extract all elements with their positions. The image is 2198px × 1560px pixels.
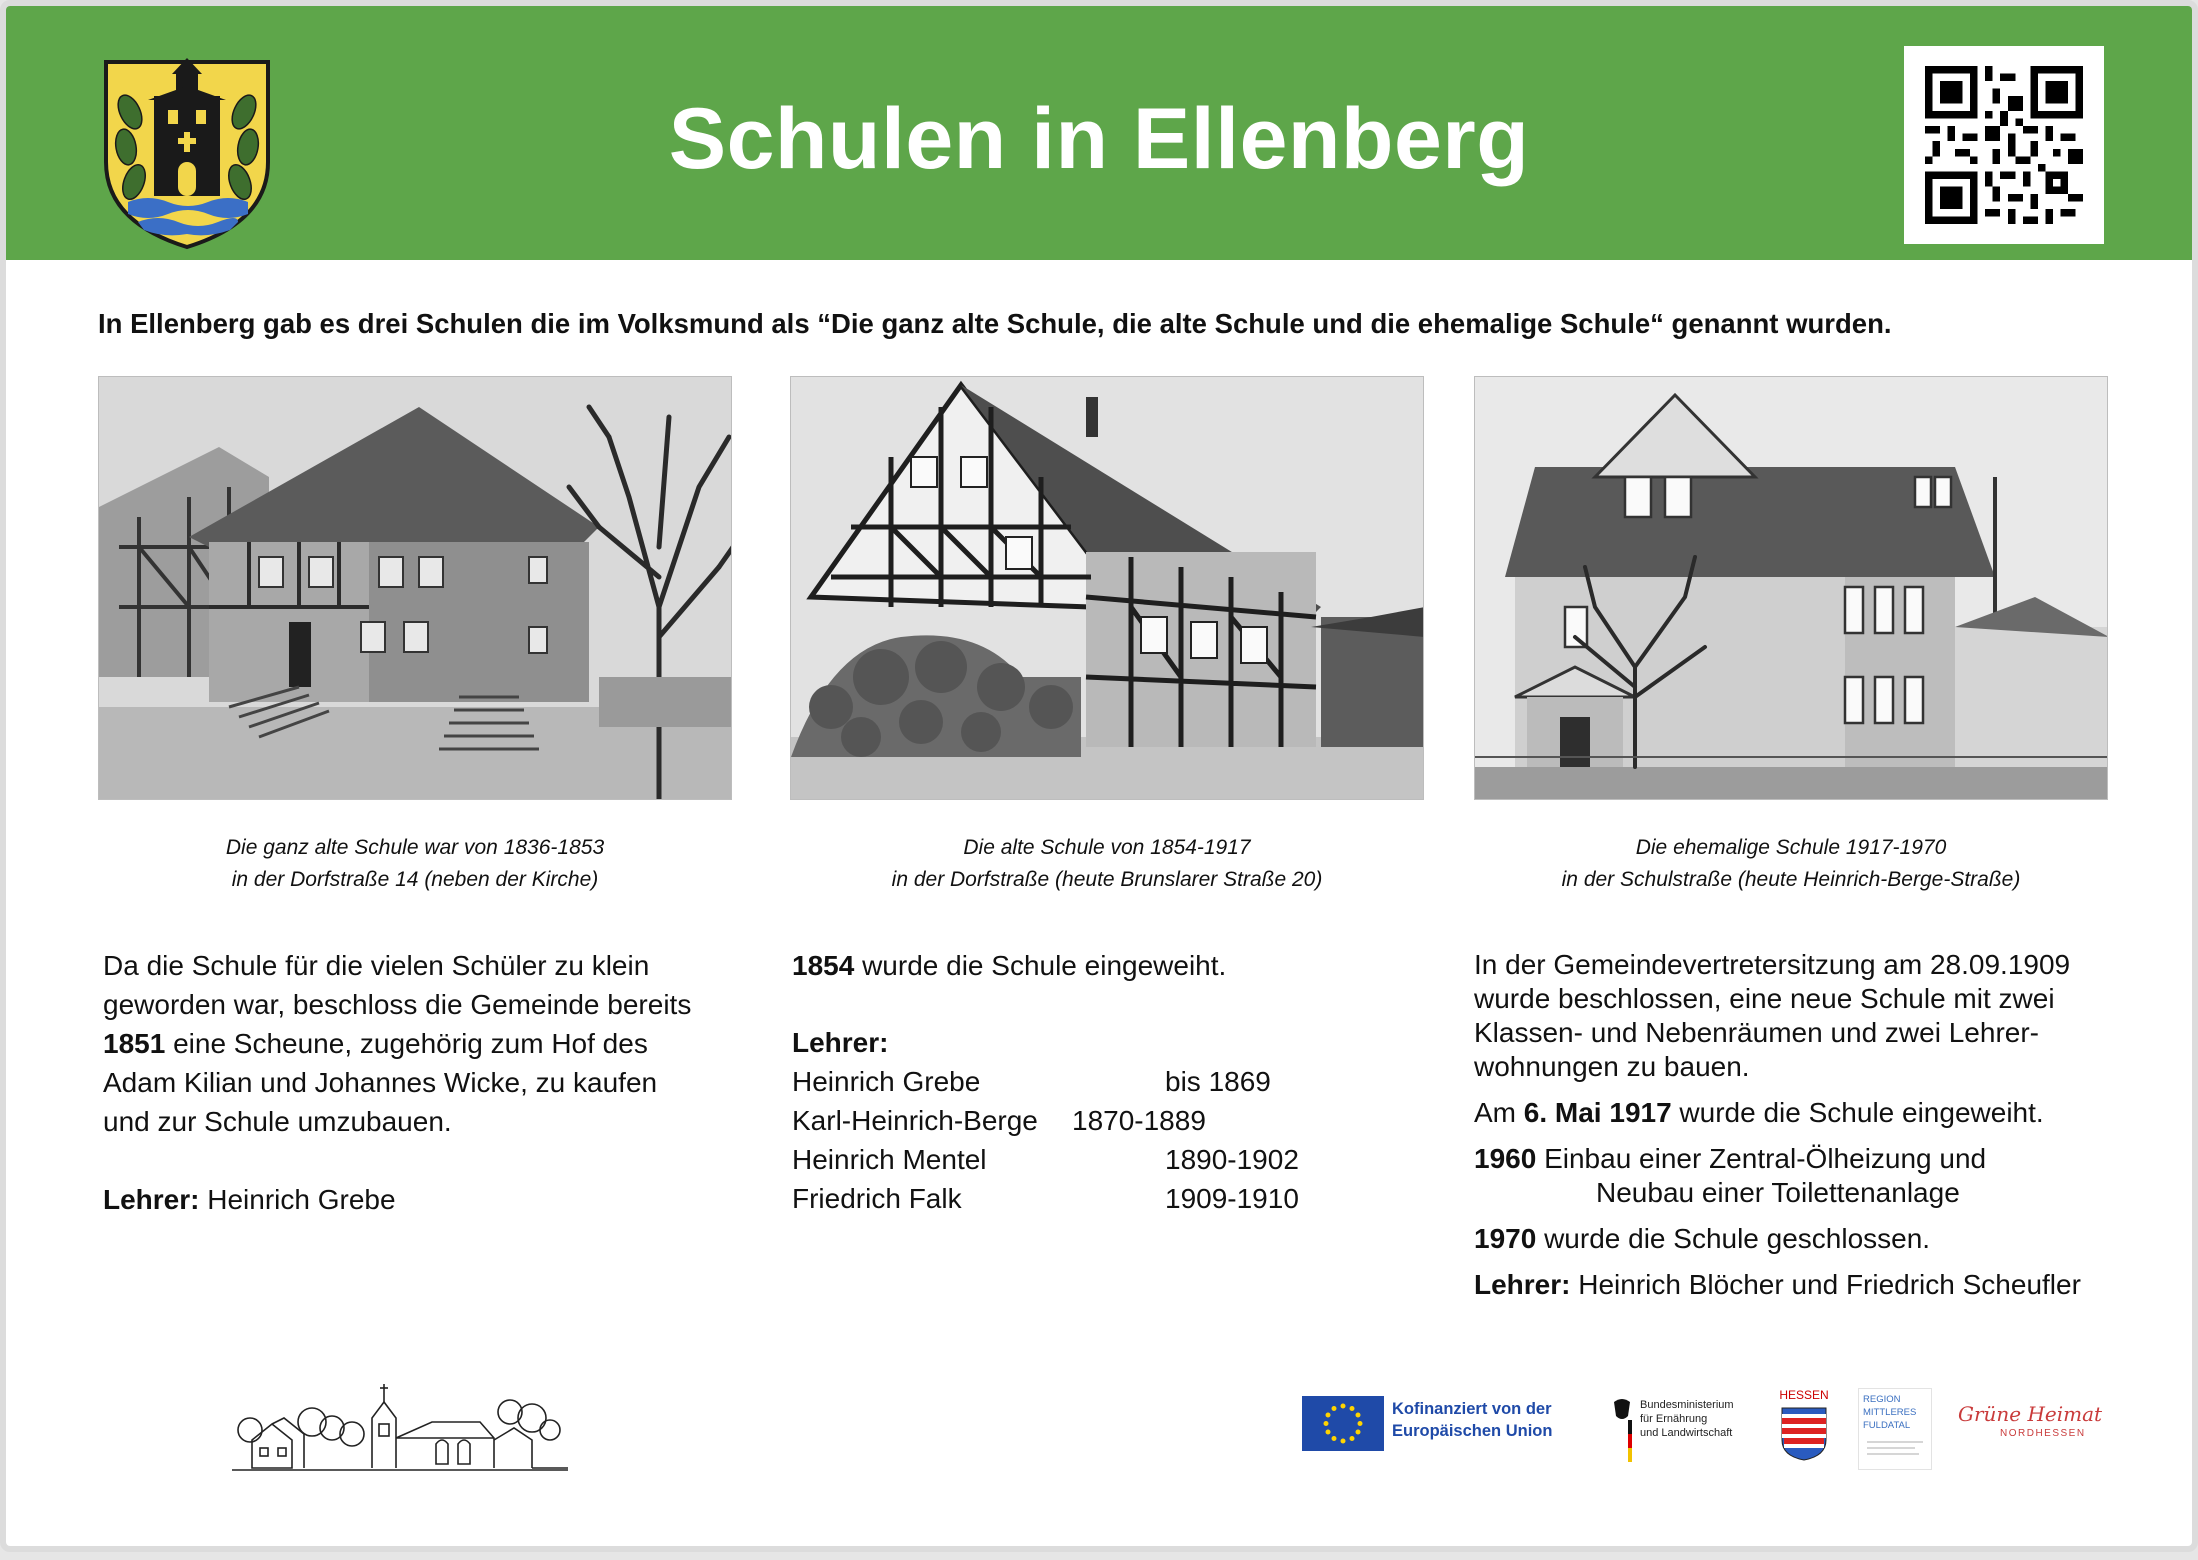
gruene-heimat-logo xyxy=(1958,1402,2103,1452)
caption-photo-3 xyxy=(1474,832,2108,896)
village-sketch-icon xyxy=(232,1378,568,1478)
paragraph-line: geworden war, beschloss die Gemeinde bereits xyxy=(103,989,692,1020)
paragraph-line: wurde beschlossen, eine neue Schule mit zwei xyxy=(1474,983,2055,1014)
eu-text-line: Europäischen Union xyxy=(1392,1422,1553,1440)
paragraph-line: Klassen- und Nebenräumen und zwei Lehrer- xyxy=(1474,1017,2039,1048)
paragraph-text: wurde die Schule geschlossen. xyxy=(1536,1223,1931,1254)
paragraph-line xyxy=(792,946,1299,985)
gruene-heimat-script: Grüne Heimat xyxy=(1958,1402,2103,1426)
hessen-lion-icon xyxy=(1780,1406,1828,1462)
bmel-logo xyxy=(1610,1396,1750,1466)
teacher-years: 1909-1910 xyxy=(1165,1183,1299,1214)
caption-photo-1 xyxy=(98,832,732,896)
paragraph-line: und zur Schule umzubauen. xyxy=(103,1106,452,1137)
teacher-years: 1870-1889 xyxy=(1072,1105,1206,1136)
paragraph-text: Am xyxy=(1474,1097,1524,1128)
eu-flag-icon xyxy=(1302,1396,1384,1451)
teacher-names: Heinrich Blöcher und Friedrich Scheufler xyxy=(1570,1269,2081,1300)
caption-line: in der Schulstraße (heute Heinrich-Berge-Straße) xyxy=(1561,868,2021,891)
paragraph-text: eine Scheune, zugehörig zum Hof des xyxy=(165,1028,648,1059)
qr-code-icon xyxy=(1924,66,2084,224)
photo-former-school-1917 xyxy=(1474,376,2108,800)
text-column-3 xyxy=(1474,948,2081,1302)
text-column-2 xyxy=(792,946,1299,1218)
intro-text: In Ellenberg gab es drei Schulen die im Volksmund als “Die ganz alte Schule, die alte Schule und die ehemalige Schule“ genannt wurden. xyxy=(98,308,1892,339)
paragraph-line: Adam Kilian und Johannes Wicke, zu kaufen xyxy=(103,1067,658,1098)
federal-eagle-icon xyxy=(1610,1396,1634,1466)
paragraph-line xyxy=(1474,1096,2081,1130)
header-banner xyxy=(6,6,2192,260)
region-text-line: MITTLERES xyxy=(1863,1407,1917,1418)
teacher-row xyxy=(792,1140,1299,1179)
hessen-logo xyxy=(1776,1388,1832,1464)
page-title: Schulen in Ellenberg xyxy=(668,91,1530,187)
paragraph-line xyxy=(1474,1222,2081,1256)
paragraph-text: wurde die Schule eingeweiht. xyxy=(854,950,1227,981)
hessen-label: HESSEN xyxy=(1779,1388,1829,1402)
teacher-line xyxy=(103,1180,691,1219)
teacher-name: Heinrich Grebe xyxy=(199,1184,396,1215)
teacher-years: bis 1869 xyxy=(1165,1066,1271,1097)
caption-line: Die ehemalige Schule 1917-1970 xyxy=(1635,836,1947,859)
qr-code[interactable] xyxy=(1904,46,2104,244)
teacher-label xyxy=(792,1023,1299,1062)
photo-old-school-1854 xyxy=(790,376,1424,800)
paragraph-line: In der Gemeindevertretersitzung am 28.09.1909 xyxy=(1474,949,2071,980)
paragraph-text: wurde die Schule eingeweiht. xyxy=(1671,1097,2044,1128)
teacher-name: Friedrich Falk xyxy=(792,1183,962,1214)
paragraph-line: Neubau einer Toilettenanlage xyxy=(1596,1177,1960,1208)
gruene-heimat-sub: NORDHESSEN xyxy=(2000,1428,2086,1439)
photo-old-school-1836 xyxy=(98,376,732,800)
bmel-text-line: für Ernährung xyxy=(1640,1413,1708,1425)
paragraph-line xyxy=(1474,1142,2081,1176)
year-highlight: 1960 xyxy=(1474,1143,1537,1174)
teacher-label: Lehrer: xyxy=(103,1184,200,1215)
region-fuldatal-logo xyxy=(1858,1388,1932,1470)
teacher-row xyxy=(792,1062,1299,1101)
caption-photo-2 xyxy=(790,832,1424,896)
paragraph-line xyxy=(1474,1268,2081,1302)
paragraph-line xyxy=(103,1024,691,1063)
bmel-text-line: und Landwirtschaft xyxy=(1640,1427,1733,1439)
paragraph-text: Einbau einer Zentral-Ölheizung und xyxy=(1536,1143,1987,1174)
teacher-years: 1890-1902 xyxy=(1165,1144,1299,1175)
teacher-row xyxy=(792,1179,1299,1218)
teacher-row xyxy=(792,1101,1299,1140)
caption-line: in der Dorfstraße (heute Brunslarer Straße 20) xyxy=(891,868,1323,891)
paragraph-line: wohnungen zu bauen. xyxy=(1474,1051,1750,1082)
teacher-name: Karl-Heinrich-Berge xyxy=(792,1105,1038,1136)
teacher-name: Heinrich Mentel xyxy=(792,1144,987,1175)
region-text-line: FULDATAL xyxy=(1863,1420,1911,1431)
year-highlight: 1854 xyxy=(792,950,855,981)
teacher-name: Heinrich Grebe xyxy=(792,1066,981,1097)
teacher-label: Lehrer: xyxy=(1474,1269,1571,1300)
caption-line: Die ganz alte Schule war von 1836-1853 xyxy=(225,836,605,859)
eu-text-line: Kofinanziert von der xyxy=(1392,1400,1552,1418)
region-text-line: REGION xyxy=(1863,1394,1901,1405)
year-highlight: 1970 xyxy=(1474,1223,1537,1254)
bmel-text-line: Bundesministerium xyxy=(1640,1399,1734,1411)
year-highlight: 1851 xyxy=(103,1028,166,1059)
paragraph-line: Da die Schule für die vielen Schüler zu klein xyxy=(103,950,650,981)
caption-line: in der Dorfstraße 14 (neben der Kirche) xyxy=(231,868,599,891)
text-column-1 xyxy=(103,946,691,1219)
caption-line: Die alte Schule von 1854-1917 xyxy=(963,836,1251,859)
date-highlight: 6. Mai 1917 xyxy=(1523,1097,1672,1128)
eu-funding-logo xyxy=(1302,1392,1582,1452)
teacher-label-text: Lehrer: xyxy=(792,1027,889,1058)
